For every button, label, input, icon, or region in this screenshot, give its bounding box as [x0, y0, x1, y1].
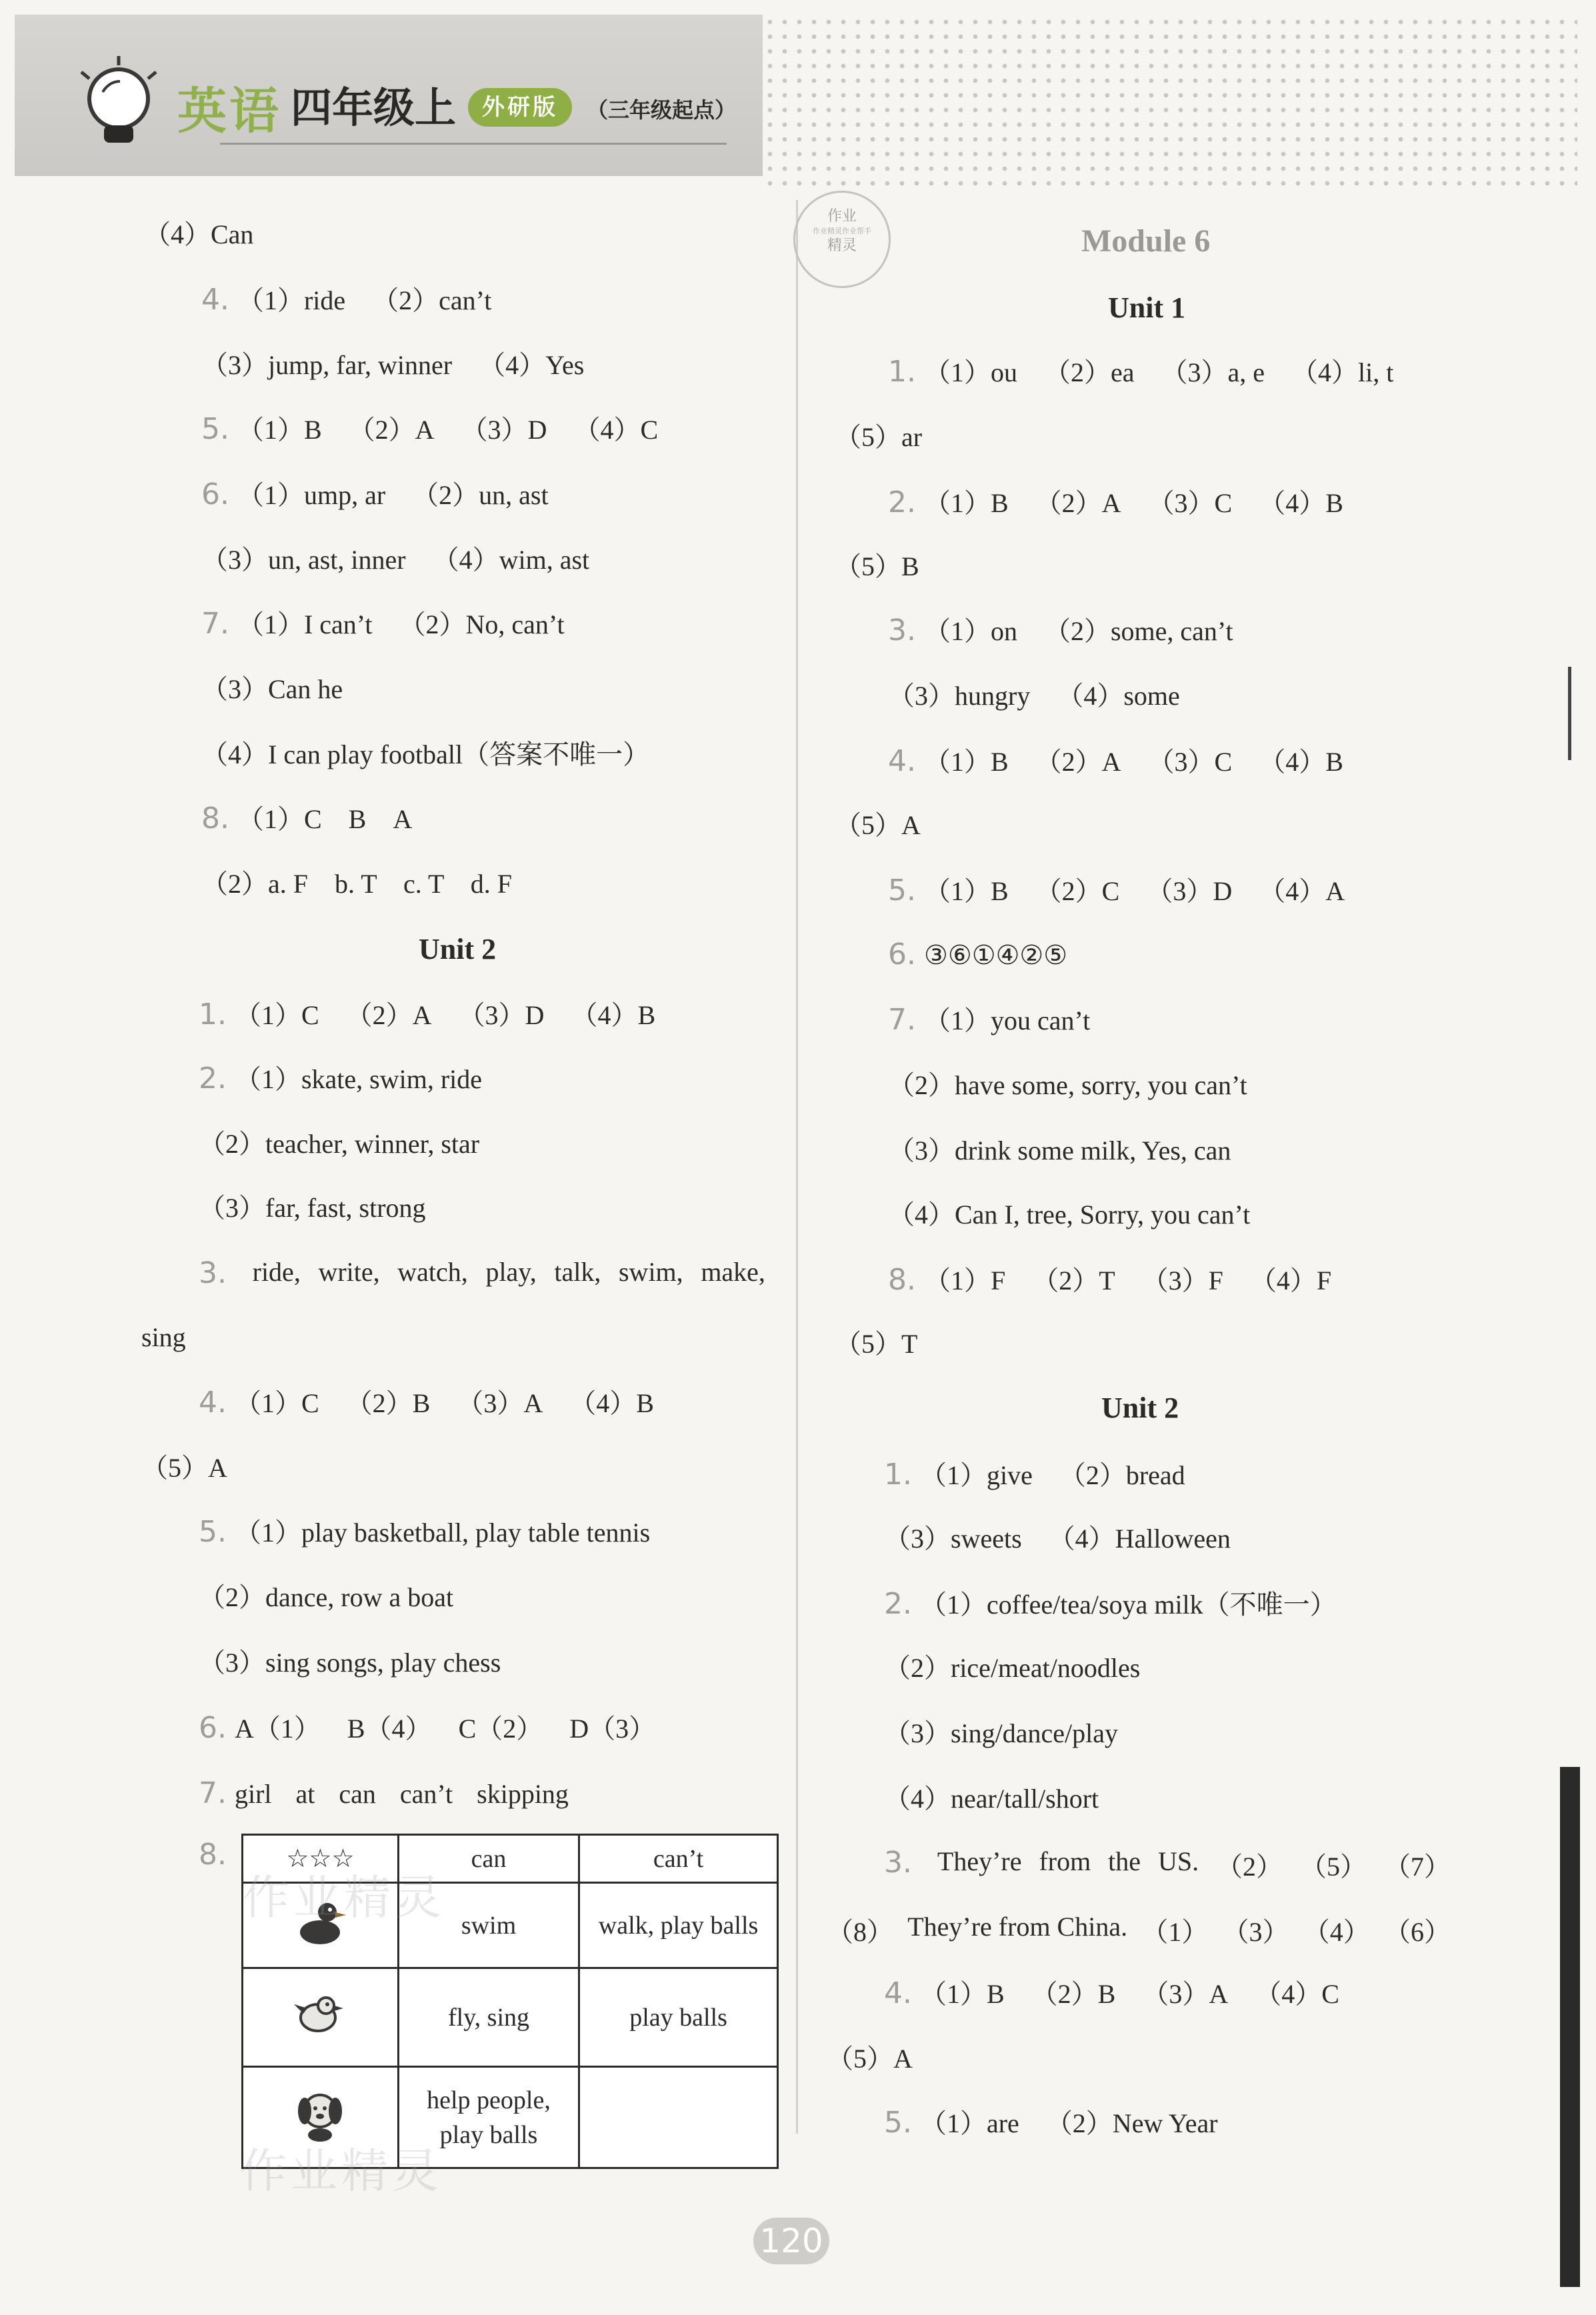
answer-line: 3. （1）on （2）some, can’t [888, 613, 1233, 647]
answer-line: （4）I can play football（答案不唯一） [201, 739, 650, 769]
answer-line: sing [141, 1322, 186, 1352]
answer-line: （2）teacher, winner, star [199, 1129, 480, 1159]
answer-line: （8） They’re from China. （1） （3） （4） （6） [827, 1912, 1451, 1947]
table-cell-icon [243, 1968, 399, 2067]
answer-line: 6. ③⑥①④②⑤ [888, 937, 1068, 971]
answer-line: （5）ar [835, 422, 923, 452]
header-rule [220, 143, 727, 145]
answer-line: 5. （1）play basketball, play table tennis [199, 1515, 651, 1549]
unit-heading: Unit 1 [1108, 291, 1186, 324]
answer-line: （5）A [827, 2044, 913, 2074]
table-cell-can: help people, play balls [398, 2067, 579, 2168]
module-heading: Module 6 [1081, 223, 1211, 259]
answer-line: 2. （1）B （2）A （3）C （4）B [888, 485, 1343, 519]
header-grade: 四年级上 [291, 83, 457, 132]
answer-line: 1. （1）C （2）A （3）D （4）B [199, 997, 656, 1031]
answer-line: （5）B [835, 551, 919, 581]
answer-line: （3）far, fast, strong [199, 1193, 426, 1223]
unit-heading: Unit 2 [419, 933, 497, 965]
answer-line: （3）Can he [201, 674, 343, 704]
answer-line: （3）drink some milk, Yes, can [888, 1135, 1231, 1166]
table-header-cant: can’t [579, 1835, 778, 1883]
answer-line: （3）un, ast, inner （4）wim, ast [201, 545, 590, 575]
table-cell-cant: play balls [579, 1968, 778, 2067]
answer-line: 7. girl at can can’t skipping [199, 1776, 569, 1810]
watermark: 作业精灵 [243, 1870, 445, 1925]
column-divider [796, 200, 798, 2134]
answer-line: （2）a. F b. T c. T d. F [201, 869, 512, 899]
answer-line: 7. （1）I can’t （2）No, can’t [201, 607, 565, 641]
page-number: 120 [753, 2218, 829, 2264]
table-cell-cant [579, 2067, 778, 2168]
answer-line: （2）dance, row a boat [199, 1582, 454, 1612]
answer-line: （5）T [835, 1329, 918, 1359]
answer-line: 4. （1）B （2）A （3）C （4）B [888, 744, 1343, 778]
unit-heading: Unit 2 [1101, 1392, 1179, 1424]
scan-edge [1568, 667, 1571, 760]
answer-line: （2）have some, sorry, you can’t [888, 1070, 1247, 1100]
stamp-logo: 作业 作业精灵作业帮手 精灵 [793, 191, 891, 288]
answer-line: 1. （1）give （2）bread [884, 1458, 1185, 1492]
answer-line: 3. They’re from the US. （2） （5） （7） [884, 1846, 1451, 1882]
answer-line: （3）sing/dance/play [884, 1718, 1119, 1748]
answer-line: （5）A [141, 1453, 227, 1483]
answer-line: （5）A [835, 810, 921, 840]
answer-line: （3）hungry （4）some [888, 681, 1180, 711]
answer-line: 8. （1）F （2）T （3）F （4）F [888, 1263, 1332, 1297]
header-note: （三年级起点） [587, 97, 737, 123]
answer-line: 5. （1）B （2）A （3）D （4）C [201, 412, 659, 446]
answer-line: 3. ride, write, watch, play, talk, swim, make, [199, 1256, 765, 1290]
answer-line: （4）near/tall/short [884, 1784, 1099, 1814]
table-cell-can: fly, sing [398, 1968, 579, 2067]
answer-line: 2. （1）coffee/tea/soya milk（不唯一） [884, 1587, 1337, 1621]
question-number: 8. [199, 1838, 227, 1872]
answer-line: （4）Can I, tree, Sorry, you can’t [888, 1200, 1251, 1230]
edition-badge: 外研版 [468, 88, 572, 127]
answer-line: （3）sing songs, play chess [199, 1648, 501, 1678]
table-row [243, 1968, 778, 2067]
answer-line: （4）Can [144, 219, 254, 249]
bird-icon [290, 1984, 350, 2044]
answer-line: 5. （1）B （2）C （3）D （4）A [888, 873, 1345, 907]
table-header-stars: ☆☆☆ [243, 1835, 399, 1883]
answer-line: （2）rice/meat/noodles [884, 1653, 1141, 1683]
lightbulb-icon [72, 52, 172, 152]
answer-line: 6. （1）ump, ar （2）un, ast [201, 477, 549, 511]
answer-line: 8. （1）C B A [201, 801, 413, 835]
answer-line: 6. A（1） B（4） C（2） D（3） [199, 1711, 656, 1745]
answer-line: （3）sweets （4）Halloween [884, 1524, 1231, 1554]
header-subject: 英语 [177, 83, 281, 140]
table-header-can: can [398, 1835, 579, 1883]
answer-line: 7. （1）you can’t [888, 1003, 1091, 1037]
header-dot-pattern [763, 15, 1577, 189]
table-cell-cant: walk, play balls [579, 1883, 778, 1968]
answer-line: 1. （1）ou （2）ea （3）a, e （4）li, t [888, 355, 1394, 389]
answer-line: 4. （1）C （2）B （3）A （4）B [199, 1386, 654, 1420]
watermark: 作业精灵 [240, 2144, 443, 2198]
scan-edge [1560, 1767, 1580, 2287]
answer-line: （3）jump, far, winner （4）Yes [201, 350, 585, 380]
table-cell-can: swim [398, 1883, 579, 1968]
answer-line: 2. （1）skate, swim, ride [199, 1061, 483, 1095]
answer-line: 5. （1）are （2）New Year [884, 2106, 1218, 2140]
answer-line: 4. （1）B （2）B （3）A （4）C [884, 1976, 1339, 2010]
answer-line: 4. （1）ride （2）can’t [201, 283, 492, 317]
